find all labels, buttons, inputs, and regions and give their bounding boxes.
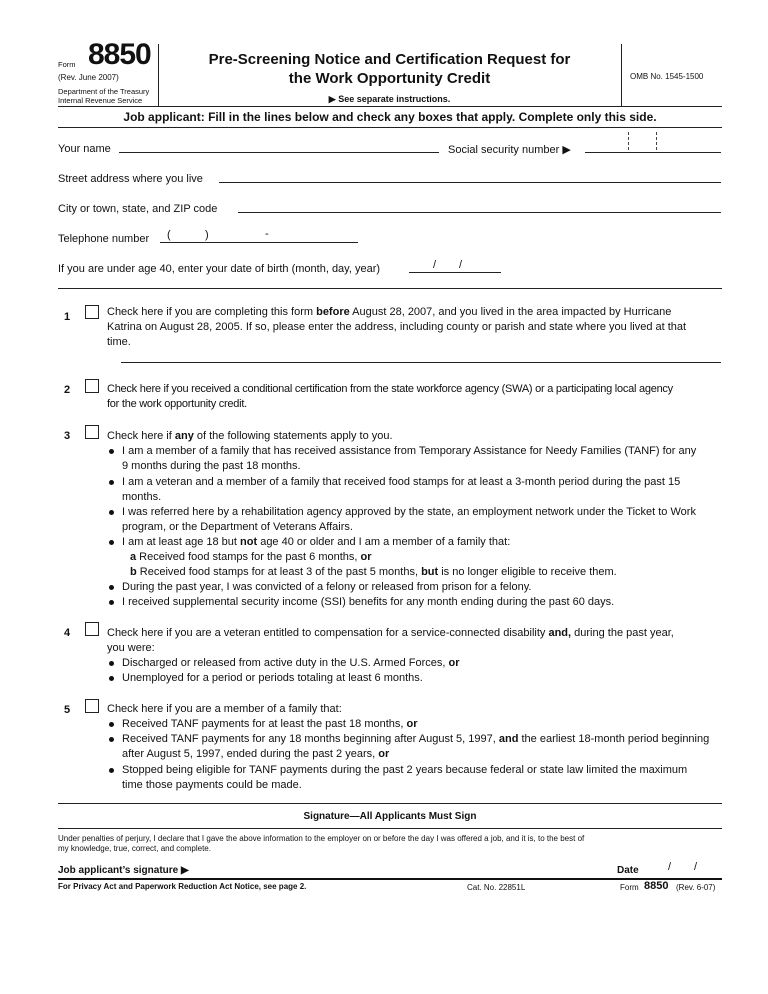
- item3-b6-text: I received supplemental security income (SSI) benefits for any month ending during the past 60 days.: [122, 596, 615, 608]
- header-bottom-rule: [58, 106, 722, 107]
- phone-field[interactable]: [160, 242, 358, 243]
- item3-b4-bold: not: [240, 536, 258, 548]
- item4-line2: you were:: [107, 642, 155, 654]
- fields-rule: [58, 288, 722, 289]
- item4-b1-text: Discharged or released from active duty in the U.S. Armed Forces,: [122, 657, 449, 669]
- item2-line1: Check here if you received a conditional certification from the state workforce agency (SWA) or a participating local agency: [107, 383, 673, 395]
- item3-b1-line1: I am a member of a family that has received assistance from Temporary Assistance for Needy Families (TANF) for any: [122, 445, 697, 457]
- signature-heading-rule: [58, 828, 722, 829]
- bullet-dot: [109, 722, 114, 727]
- city-field[interactable]: [238, 212, 721, 213]
- intro-text: Job applicant: Fill in the lines below and check any boxes that apply. Complete only this side.: [123, 110, 657, 124]
- item5-bullet2: [122, 732, 722, 762]
- item1-checkbox[interactable]: [85, 305, 99, 319]
- item5-b3-line1: Stopped being eligible for TANF payments during the past 2 years because federal or state law limited the maximum: [122, 764, 688, 776]
- perjury-statement: [58, 834, 722, 854]
- dob-slash-2: /: [459, 259, 463, 271]
- header-divider-right: [621, 44, 622, 106]
- item2-checkbox[interactable]: [85, 379, 99, 393]
- privacy-notice: For Privacy Act and Paperwork Reduction Act Notice, see page 2.: [58, 882, 307, 891]
- item4-b1-bold: or: [448, 657, 460, 669]
- street-field[interactable]: [219, 182, 721, 183]
- subitem-a-letter: a: [130, 551, 137, 563]
- signature-field[interactable]: [222, 866, 607, 878]
- item1-number: 1: [64, 311, 71, 323]
- subitem-b-after: is no longer eligible to receive them.: [438, 566, 617, 578]
- item4-bullet1: [122, 656, 722, 671]
- item3-text-after: of the following statements apply to you.: [193, 430, 393, 442]
- item5-b2-line2-bold: or: [378, 748, 390, 760]
- item3-bullet4: [122, 535, 722, 550]
- item3-b2-line2: months.: [122, 491, 162, 503]
- date-slash-2: /: [694, 861, 698, 873]
- title-line1: Pre-Screening Notice and Certification Request for: [208, 51, 571, 68]
- form-title: [158, 50, 621, 88]
- item3-text-before: Check here if: [107, 430, 175, 442]
- item3-b3-line1: I was referred here by a rehabilitation agency approved by the state, an employment network under the Ticket to Work: [122, 506, 696, 518]
- item3-b2-line1: I am a veteran and a member of a family that received food stamps for at least a 3-month period during the past 15: [122, 476, 681, 488]
- item3-b1-line2: 9 months during the past 18 months.: [122, 460, 301, 472]
- date-label: Date: [617, 865, 639, 876]
- item4-text-before: Check here if you are a veteran entitled to compensation for a service-connected disability: [107, 627, 549, 639]
- catalog-number: Cat. No. 22851L: [467, 883, 526, 892]
- item4-checkbox[interactable]: [85, 622, 99, 636]
- subitem-a-bold: or: [360, 551, 372, 563]
- ssn-field[interactable]: [585, 152, 721, 153]
- item3-bullet3: [122, 505, 722, 535]
- dob-slash-1: /: [433, 259, 437, 271]
- footer-form-number: 8850: [644, 880, 669, 892]
- item1-line2: Katrina on August 28, 2005. If so, please enter the address, including county or parish and state where you lived at that: [107, 321, 687, 333]
- item5-b2-bold: and: [498, 733, 519, 745]
- footer-form-word: Form: [620, 883, 639, 892]
- item1-text-bold: before: [316, 306, 350, 318]
- bullet-dot: [109, 540, 114, 545]
- ssn-separator-2: [656, 132, 657, 150]
- item4-text: [107, 626, 722, 656]
- item3-subitem-b: [130, 565, 617, 580]
- subitem-b-letter: b: [130, 566, 137, 578]
- item3-b3-line2: program, or the Department of Veterans Affairs.: [122, 521, 353, 533]
- item4-text-bold: and,: [548, 627, 572, 639]
- subitem-a-text: Received food stamps for the past 6 months,: [136, 551, 361, 563]
- signature-label: Job applicant’s signature ▶: [58, 865, 189, 876]
- phone-paren-close: ): [205, 229, 209, 241]
- item3-b4-after: age 40 or older and I am a member of a family that:: [257, 536, 511, 548]
- item5-bullet1: [122, 717, 722, 732]
- item3-bullet1: [122, 444, 722, 474]
- intro-rule: [58, 127, 722, 128]
- item2-text: [107, 382, 722, 412]
- bullet-dot: [109, 585, 114, 590]
- item4-bullet2: [122, 671, 722, 686]
- item5-b2-after: the earliest 18-month period beginning: [518, 733, 710, 745]
- item4-text-after: during the past year,: [571, 627, 674, 639]
- item3-number: 3: [64, 430, 71, 442]
- item5-checkbox[interactable]: [85, 699, 99, 713]
- footer-top-rule: [58, 878, 722, 880]
- item3-bullet5: [122, 580, 722, 595]
- item3-bullet6: [122, 595, 722, 610]
- city-label: City or town, state, and ZIP code: [58, 203, 218, 215]
- form-word: Form: [58, 60, 76, 69]
- item3-bullet2: [122, 475, 722, 505]
- name-label: Your name: [58, 143, 111, 155]
- subitem-b-text: Received food stamps for at least 3 of the past 5 months,: [136, 566, 422, 578]
- bullet-dot: [109, 600, 114, 605]
- item1-text: [107, 305, 722, 350]
- date-field[interactable]: [648, 864, 722, 877]
- title-line2: the Work Opportunity Credit: [288, 70, 491, 87]
- item3-heading: [107, 429, 393, 444]
- item5-heading: Check here if you are a member of a family that:: [107, 703, 342, 715]
- item1-text-before: Check here if you are completing this form: [107, 306, 317, 318]
- name-field[interactable]: [119, 152, 439, 153]
- item5-number: 5: [64, 704, 71, 716]
- item5-bullet3: [122, 763, 722, 793]
- bullet-dot: [109, 510, 114, 515]
- item5-b2-line2-before: after August 5, 1997, ended during the past 2 years,: [122, 748, 379, 760]
- perjury-line1: Under penalties of perjury, I declare that I gave the above information to the employer on or before the day I was offered a job, and it is, to the best of: [58, 834, 585, 843]
- phone-paren-open: (: [167, 229, 171, 241]
- revision: (Rev. June 2007): [58, 73, 119, 82]
- item5-b3-line2: time those payments could be made.: [122, 779, 302, 791]
- item2-line2: for the work opportunity credit.: [107, 398, 247, 410]
- subitem-b-bold: but: [421, 566, 439, 578]
- item4-number: 4: [64, 627, 71, 639]
- item3-text-bold: any: [174, 430, 194, 442]
- dob-label: If you are under age 40, enter your date of birth (month, day, year): [58, 263, 381, 275]
- signature-heading: Signature—All Applicants Must Sign: [303, 811, 477, 822]
- street-label: Street address where you live: [58, 173, 203, 185]
- omb-number: OMB No. 1545-1500: [630, 72, 704, 81]
- see-instructions: ▶ See separate instructions.: [328, 94, 451, 104]
- phone-label: Telephone number: [58, 233, 150, 245]
- bullet-dot: [109, 449, 114, 454]
- item3-b4-before: I am at least age 18 but: [122, 536, 241, 548]
- bullet-dot: [109, 661, 114, 666]
- item3-subitem-a: [130, 550, 372, 565]
- dept-line1: Department of the Treasury: [58, 87, 150, 96]
- ssn-label: Social security number ▶: [448, 144, 571, 156]
- form-number: 8850: [88, 38, 151, 71]
- item1-text-after: August 28, 2007, and you lived in the area impacted by Hurricane: [349, 306, 672, 318]
- bullet-dot: [109, 676, 114, 681]
- item2-number: 2: [64, 384, 71, 396]
- bullet-dot: [109, 480, 114, 485]
- katrina-address-field[interactable]: [121, 362, 721, 363]
- item5-b1-text: Received TANF payments for at least the past 18 months,: [122, 718, 407, 730]
- phone-dash: -: [265, 228, 269, 240]
- date-slash-1: /: [668, 861, 672, 873]
- item3-b5-text: During the past year, I was convicted of a felony or released from prison for a felony.: [122, 581, 532, 593]
- bullet-dot: [109, 768, 114, 773]
- item5-b2-before: Received TANF payments for any 18 months beginning after August 5, 1997,: [122, 733, 499, 745]
- item3-checkbox[interactable]: [85, 425, 99, 439]
- dob-field[interactable]: [409, 272, 501, 273]
- perjury-line2: my knowledge, true, correct, and complete.: [58, 844, 211, 853]
- item1-line3: time.: [107, 336, 131, 348]
- item4-b2-text: Unemployed for a period or periods totaling at least 6 months.: [122, 672, 423, 684]
- dept-line2: Internal Revenue Service: [58, 96, 143, 105]
- ssn-separator-1: [628, 132, 629, 150]
- bullet-dot: [109, 737, 114, 742]
- signature-top-rule: [58, 803, 722, 804]
- item5-b1-bold: or: [406, 718, 418, 730]
- footer-revision: (Rev. 6-07): [676, 883, 716, 892]
